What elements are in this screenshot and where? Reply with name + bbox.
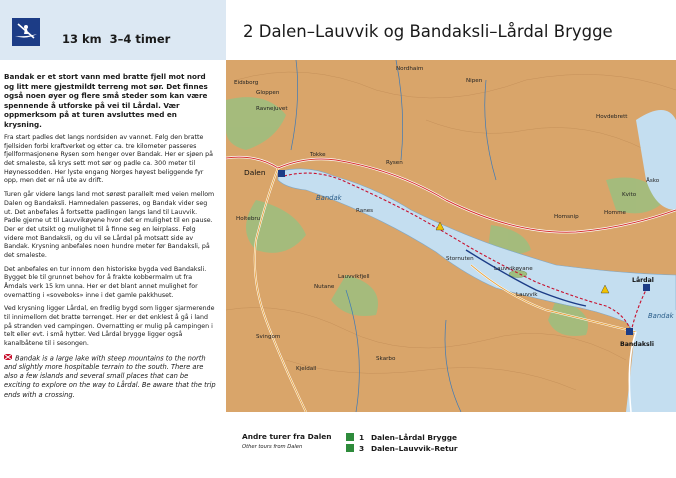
map-label-bandak: Bandak [316,194,342,202]
map-label-bandak-east: Bandak [648,312,674,320]
other-routes-title: Andre turer fra Dalen [242,432,332,441]
page-title: 2 Dalen–Lauvvik og Bandaksli–Lårdal Brygge [243,22,613,41]
map-label-hovdebrett: Hovdebrett [596,114,628,120]
map-label-tokke: Tokke [310,152,326,158]
map-label-bandaksli: Bandaksli [620,341,654,348]
map-label-holtebru: Holtebru [236,216,261,222]
map-label-nordhaim: Nordhaim [396,66,424,72]
map-label-nipen: Nipen [466,78,483,84]
map-label-dalen: Dalen [244,168,266,177]
map-label-gloppen: Gloppen [256,90,280,96]
map-label-asko: Åsko [646,178,660,184]
other-routes-subtitle: Other tours from Dalen [242,444,303,450]
kayak-route-icon [346,433,354,441]
start-marker [278,170,285,177]
map-label-ravnejuvet: Ravnejuvet [256,106,288,112]
kayak-route-icon [346,444,354,452]
route-name: Dalen–Lauvvik–Retur [371,444,458,453]
paragraph: Det anbefales en tur innom den historiske bygda ved Bandaksli. Bygget ble til grunnet behov for å frakte kobbermalm ut fra Åmdals verk 15 km unna. Her er det blant annet mulighet for overnatting i «soveboks» inne i det gamle pakkhuset. [4,265,207,299]
map-label-rysen: Rysen [386,160,403,166]
map-label-nutane: Nutane [314,284,335,290]
map-label-homme: Homme [604,210,626,216]
route-map[interactable] [226,60,676,412]
uk-flag-icon [4,354,13,363]
map-label-lauvvikoyane: Lauvvikøyane [494,266,533,272]
route-number: 1 [359,433,365,442]
map-label-homsnip: Homsnip [554,214,579,220]
route-link-3[interactable] [346,444,458,453]
route-link-1[interactable] [346,433,457,442]
map-label-svingom: Svingom [256,334,281,340]
map-label-lauvvikfjell: Lauvvikfjell [338,274,370,280]
map-label-skarbo: Skarbo [376,356,396,362]
route-description [4,72,216,405]
map-label-stornuten: Stornuten [446,256,474,262]
map-label-kvito: Kvito [622,192,637,198]
map-label-lardal: Lårdal [632,277,654,284]
map-label-lauvvik: Lauvvik [516,292,538,298]
distance: 13 km [62,32,102,46]
paragraph: Ved krysning ligger Lårdal, en fredlig bygd som ligger sjarmerende til innimellom det bratte terrenget. Her er det enklest å gå i land på stranden ved campingen. Overnatting er mulig på campingen i telt eller evt. i små hytter. Ved Lårdal brygge ligger også kanalbåtene til i sesongen. [4,305,215,348]
map-label-kjeldall: Kjeldall [296,366,317,372]
map-label-eidsborg: Eidsborg [234,80,259,86]
duration: 3–4 timer [109,32,171,46]
route-number: 3 [359,444,365,453]
intro-paragraph: Bandak er et stort vann med bratte fjell mot nord og litt mere gjestmildt terreng mot sør. Det finnes også noen øyer og flere små steder som kan være spennende å utforske på vei til Lårdal. Vær oppmerksom på at turen avsluttes med en krysning. [4,72,208,129]
map-label-ranes: Ranes [356,208,374,214]
english-summary [4,354,216,400]
paragraph: Turen går videre langs land mot sørøst parallelt med veien mellom Dalen og Bandaksli. Hamnedalen passeres, og Bandak vider seg ut. Det anbefales å fortsette padlingen langs land til Lauvvik. Padle gjerne ut til Lauvvikøyene hvor det er mulighet til en pause. Der er det utsikt og mulighet til å finne seg en leirplass. Følg videre mot Bandaksli, og du vil se Lårdal på motsatt side av Bandak. Krysning anbefales noen hundre meter før Bandaksli, på det smaleste. [4,191,215,259]
route-name: Dalen–Lårdal Brygge [371,433,458,442]
route-meta [62,32,170,46]
paragraph: Fra start padles det langs nordsiden av vannet. Følg den bratte fjellsiden forbi kraftverket og etter ca. tre kilometer passeres fjellformasjonene Rysen som henger over Bandak. Her er sjøen på det smaleste, så krys sett mot sør og padle ca. 300 meter til Høynessodden. Her lyste engang Norges høyest beliggende fyr opp, men det er nå ute av drift. [4,134,213,185]
kayak-icon [12,18,40,46]
english-text: Bandak is a large lake with steep mountains to the north and slightly more hospitable terrain to the south. There are also a few islands and several small places that can be exciting to explore on the way to Lårdal. Be aware that the trip ends with a crossing. [4,354,216,399]
